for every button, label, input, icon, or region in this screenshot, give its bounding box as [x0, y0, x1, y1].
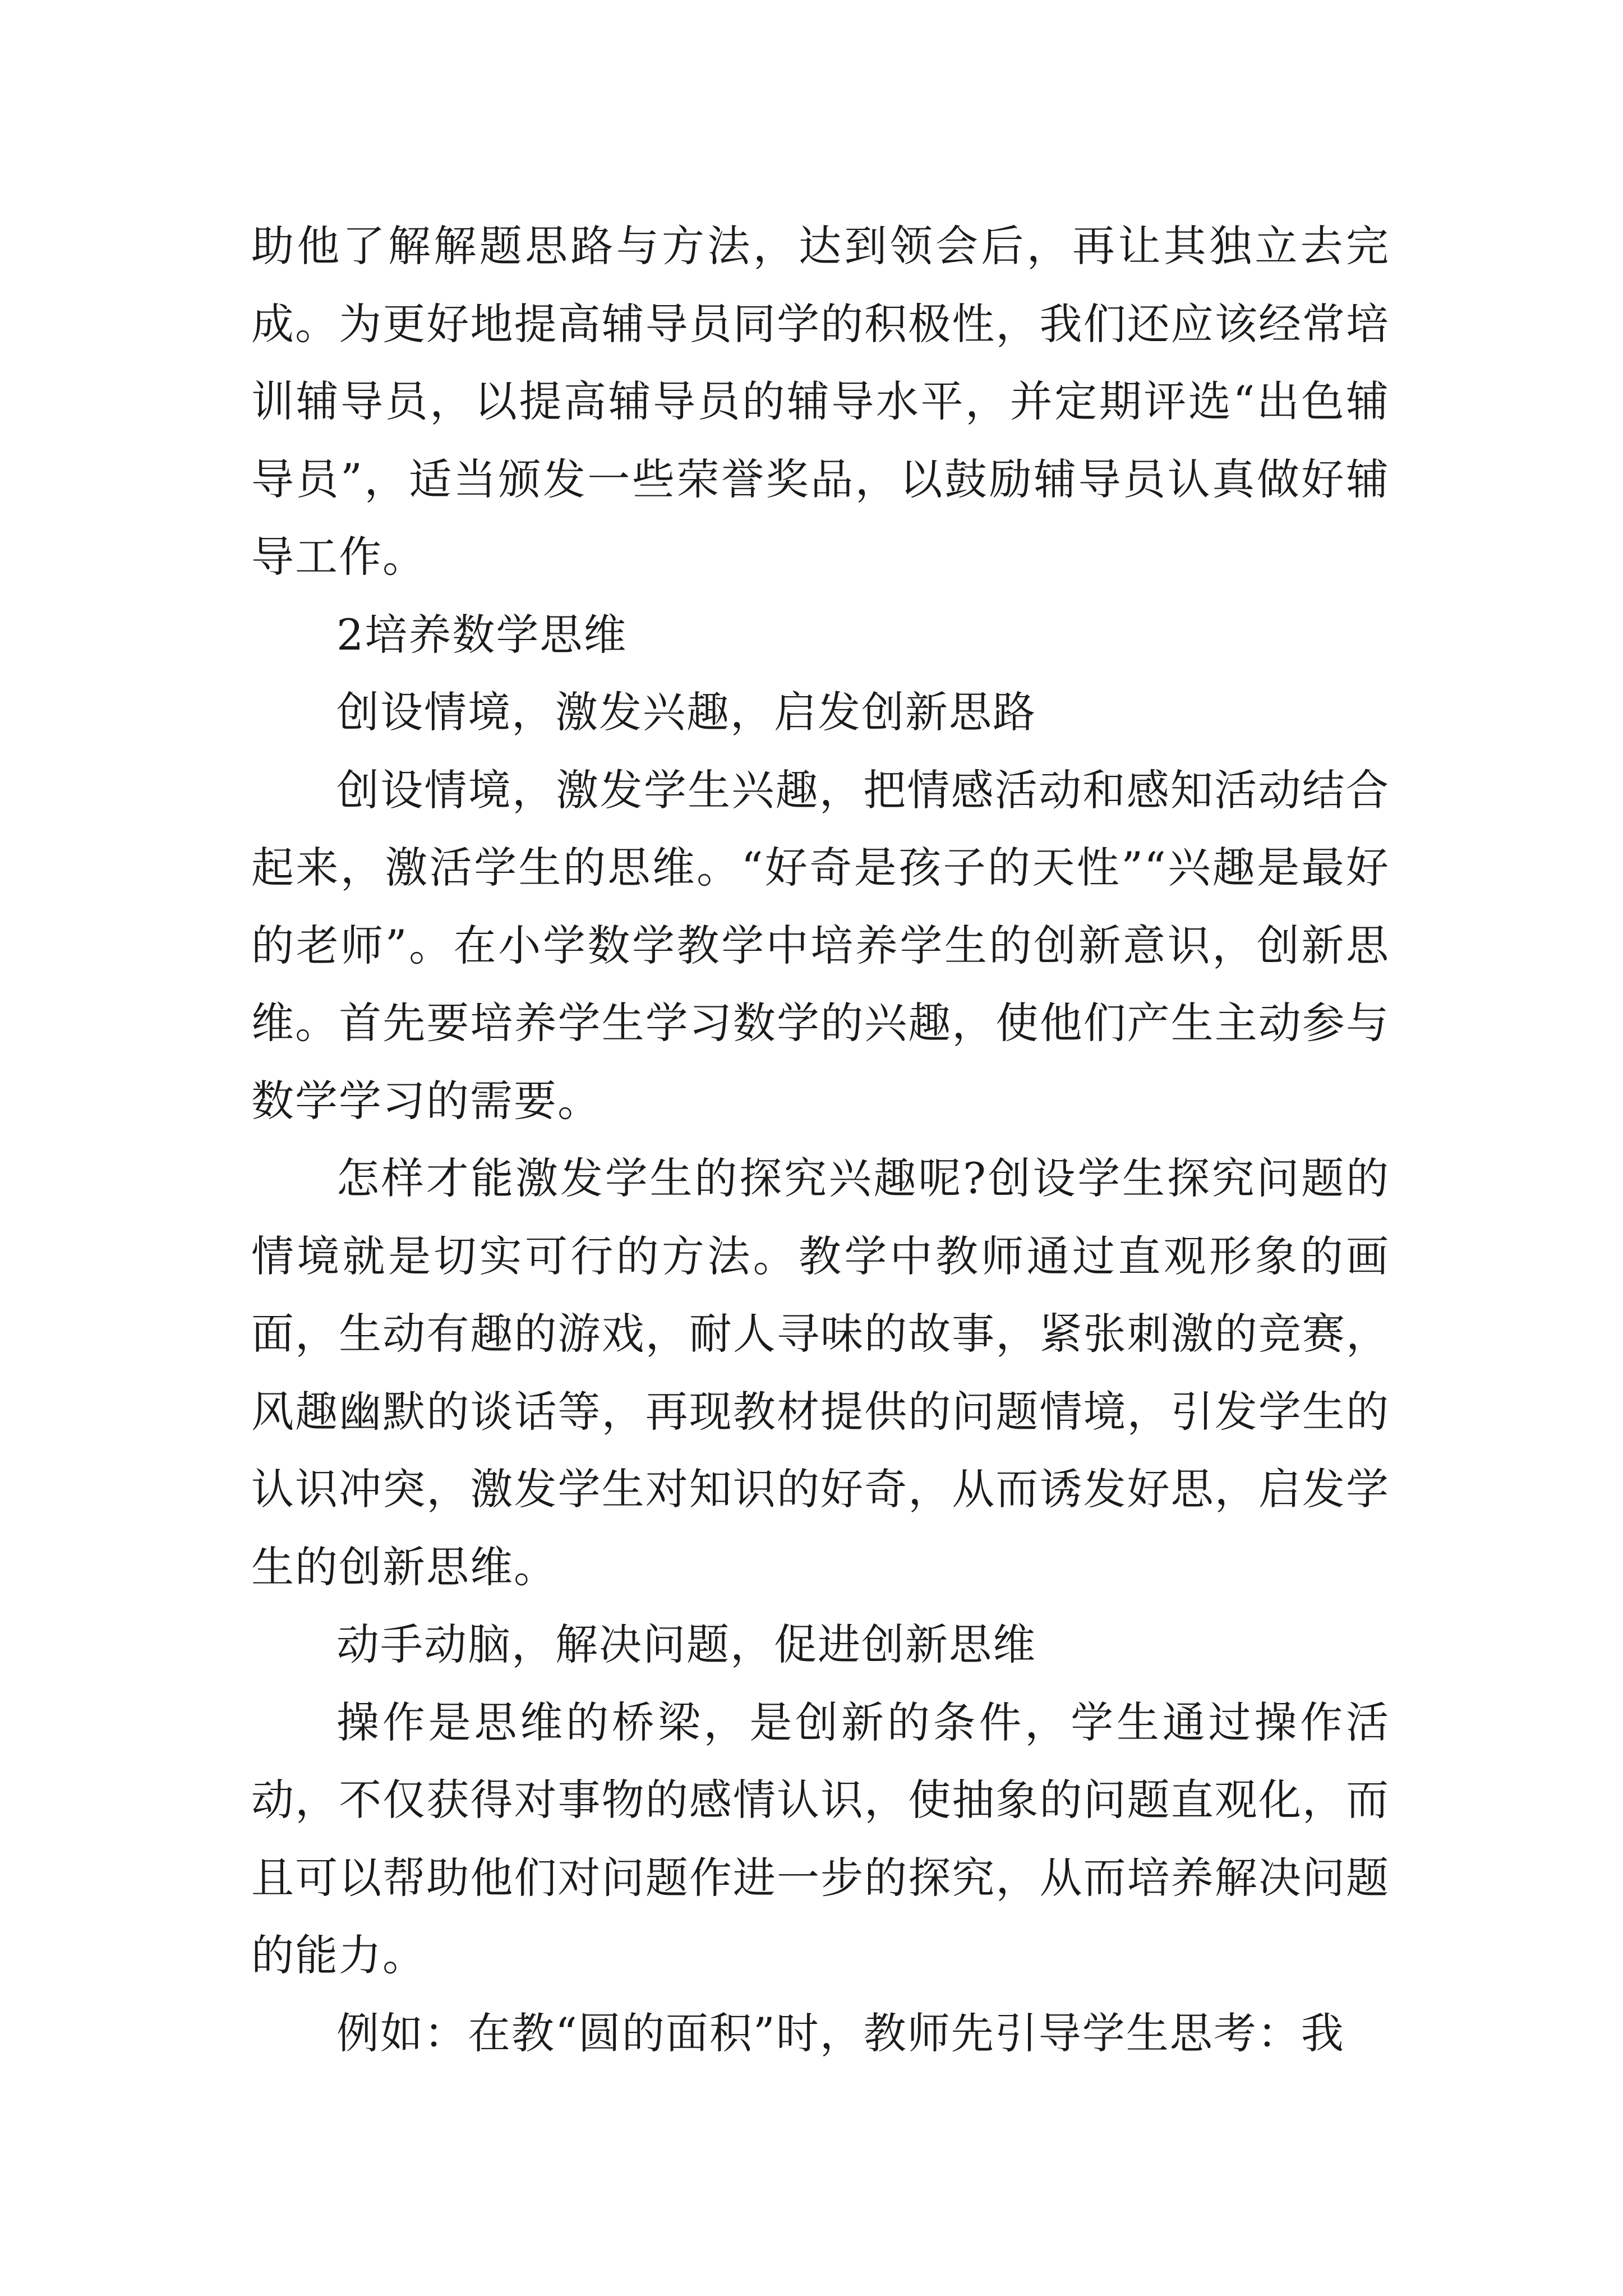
subheading-create-situations: 创设情境，激发兴趣，启发创新思路	[336, 687, 1036, 737]
paragraph-circle-area-example: 例如：在教“圆的面积”时，教师先引导学生思考：我	[336, 2008, 1345, 2058]
document-body	[251, 208, 1390, 2072]
subheading-hands-on: 动手动脑，解决问题，促进创新思维	[336, 1619, 1036, 1669]
paragraph-stimulate-interest: 创设情境，激发学生兴趣，把情感活动和感知活动结合起来，激活学生的思维。“好奇是孩子的天性”“兴趣是最好的老师”。在小学数学教学中培养学生的创新意识，创新思维。首先要培养学生学习数学的兴趣，使他们产生主动参与数学学习的需要。	[251, 765, 1390, 1126]
paragraph-operation-bridge: 操作是思维的桥梁，是创新的条件，学生通过操作活动，不仅获得对事物的感情认识，使抽象的问题直观化，而且可以帮助他们对问题作进一步的探究，从而培养解决问题的能力。	[251, 1697, 1390, 1980]
paragraph-inquiry-situations: 怎样才能激发学生的探究兴趣呢?创设学生探究问题的情境就是切实可行的方法。教学中教师通过直观形象的画面，生动有趣的游戏，耐人寻味的故事，紧张刺激的竞赛，风趣幽默的谈话等，再现教材提供的问题情境，引发学生的认识冲突，激发学生对知识的好奇，从而诱发好思，启发学生的创新思维。	[251, 1153, 1390, 1592]
section-heading-math-thinking: 2培养数学思维	[336, 609, 628, 660]
paragraph-tutor-training: 助他了解解题思路与方法，达到领会后，再让其独立去完成。为更好地提高辅导员同学的积极性，我们还应该经常培训辅导员，以提高辅导员的辅导水平，并定期评选“出色辅导员”，适当颁发一些荣誉奖品，以鼓励辅导员认真做好辅导工作。	[251, 221, 1390, 582]
